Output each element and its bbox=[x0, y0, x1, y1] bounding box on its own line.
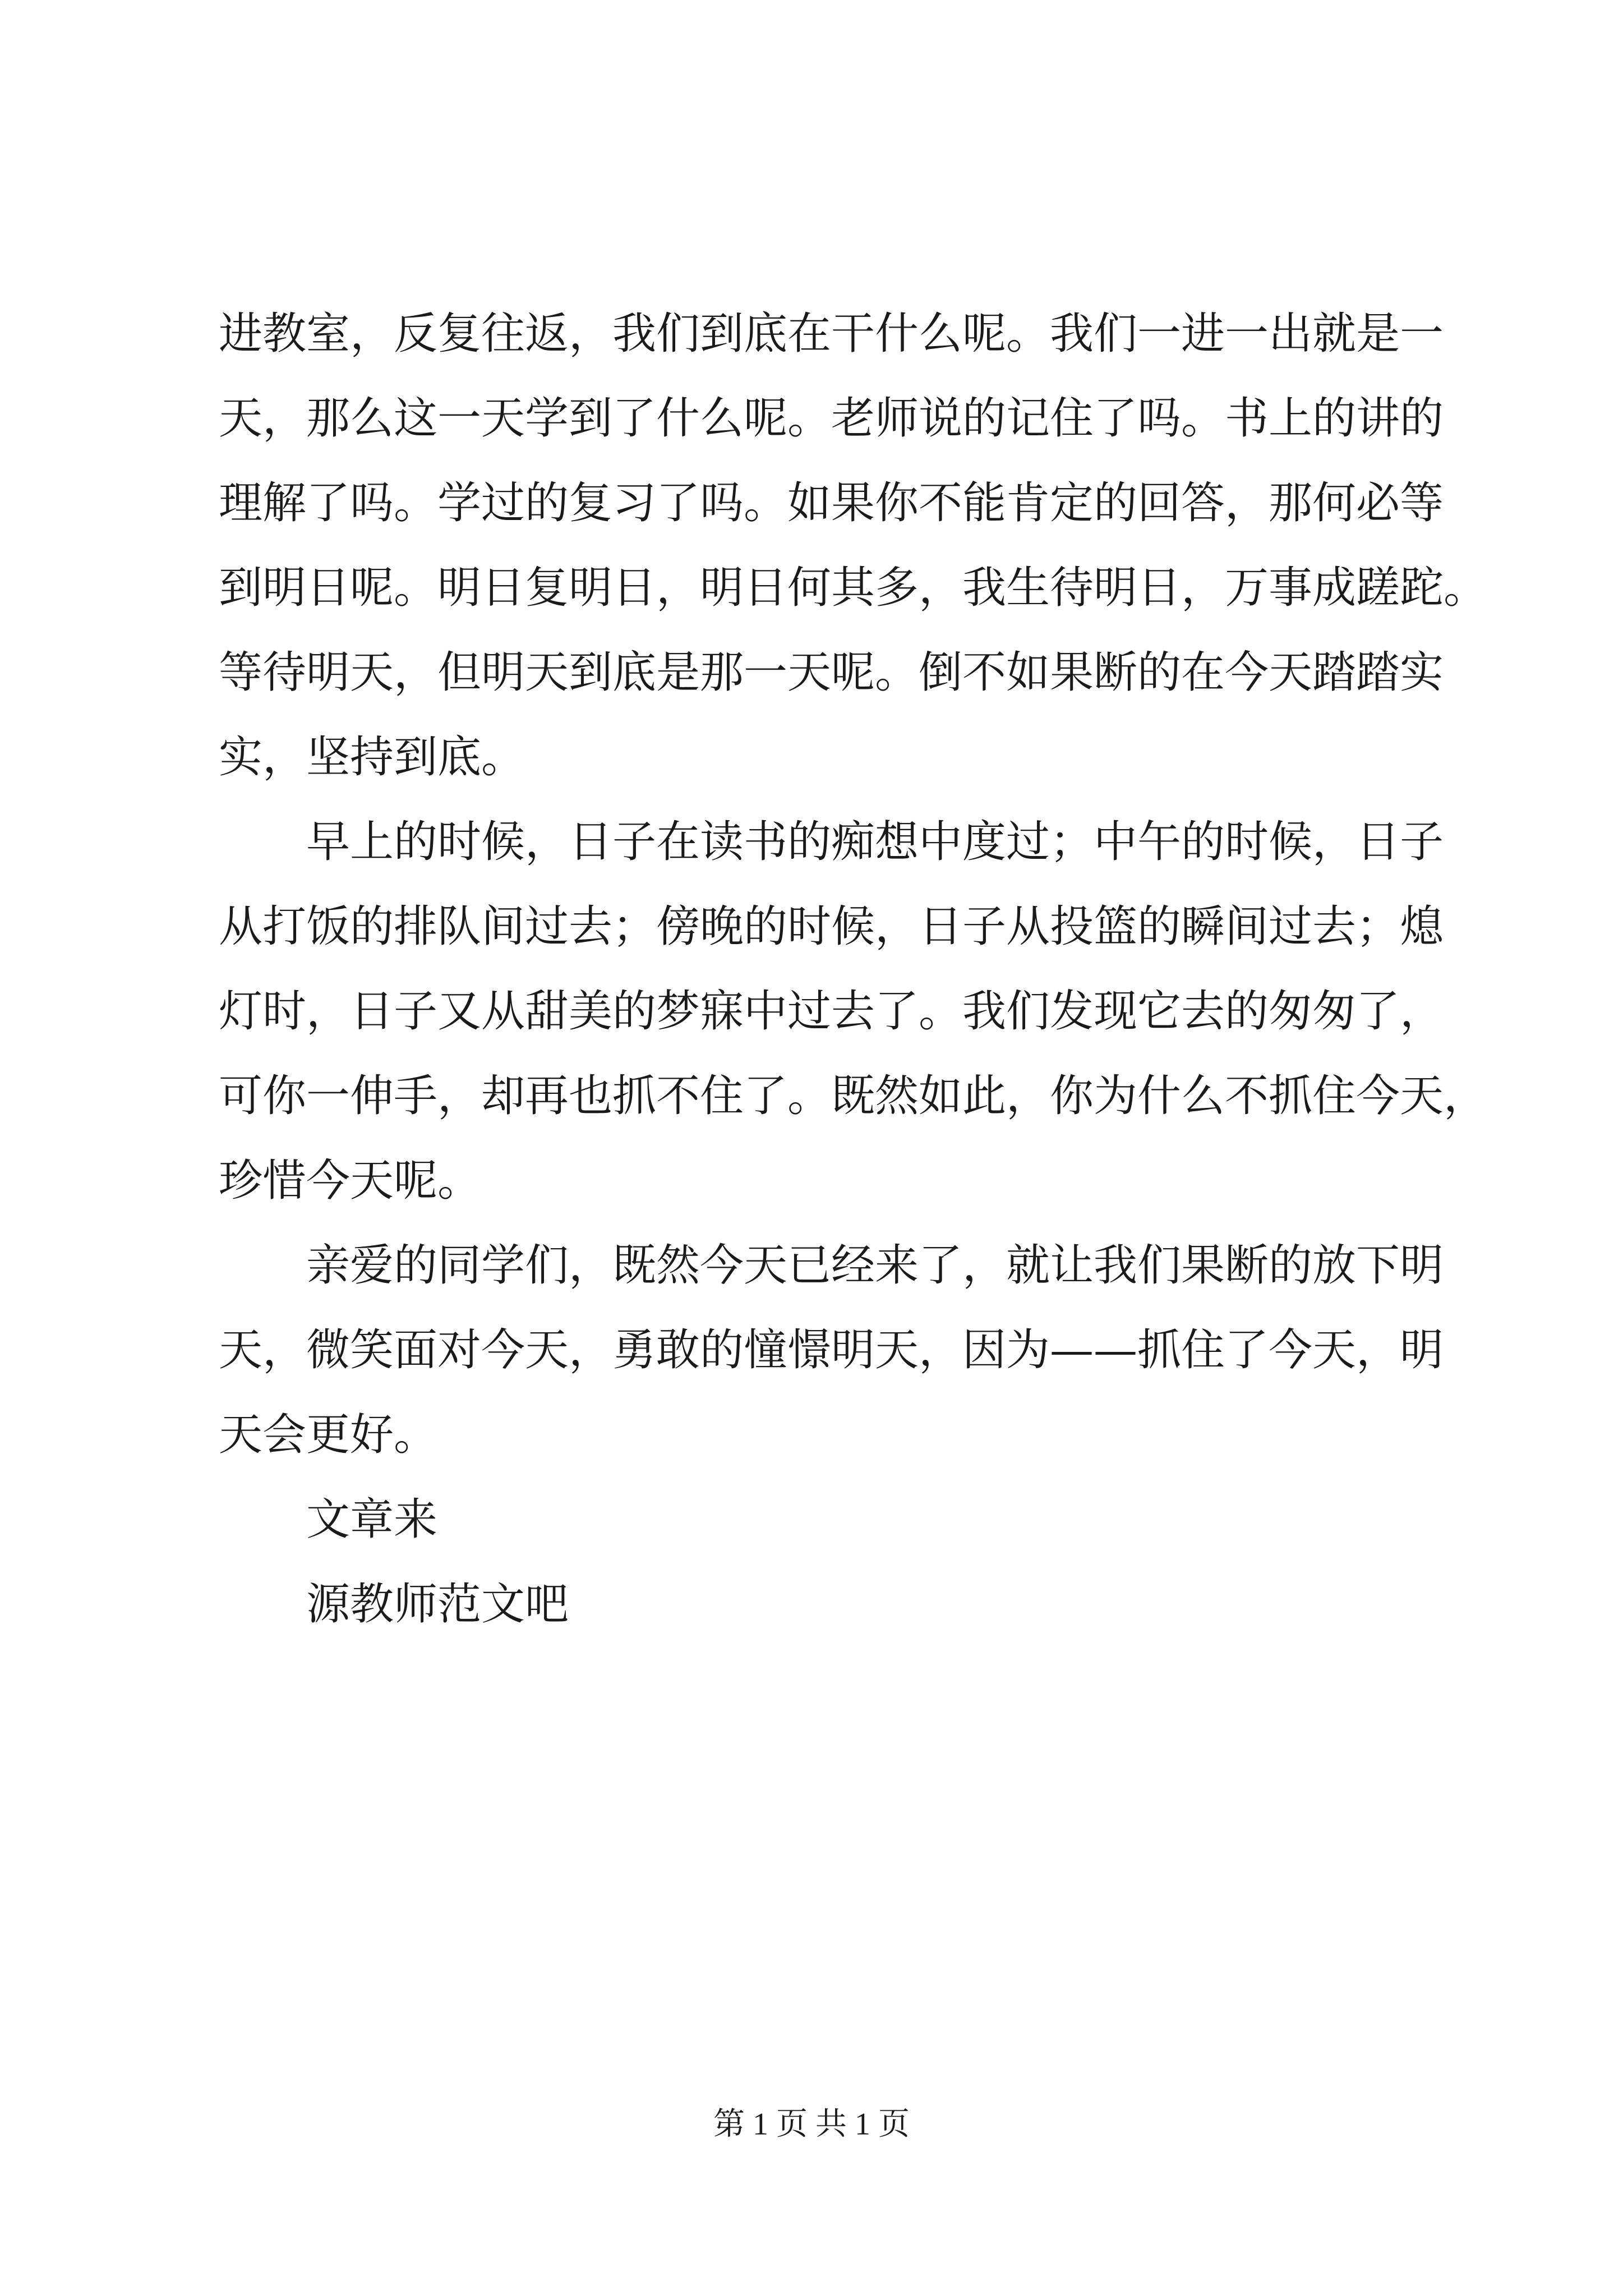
text-line-12: 亲爱的同学们，既然今天已经来了，就让我们果断的放下明 bbox=[306, 1240, 1444, 1291]
text-line-14: 天会更好。 bbox=[219, 1410, 438, 1460]
text-line-2: 天，那么这一天学到了什么呢。老师说的记住了吗。书上的讲的 bbox=[219, 393, 1444, 444]
text-line-16: 源教师范文吧 bbox=[306, 1579, 569, 1630]
text-line-8: 从打饭的排队间过去；傍晚的时候，日子从投篮的瞬间过去；熄 bbox=[219, 901, 1444, 952]
text-line-15: 文章来 bbox=[306, 1494, 438, 1545]
text-line-6: 实，坚持到底。 bbox=[219, 732, 525, 783]
text-line-13: 天，微笑面对今天，勇敢的憧憬明天，因为——抓住了今天，明 bbox=[219, 1325, 1444, 1375]
text-line-4: 到明日呢。明日复明日，明日何其多，我生待明日，万事成蹉跎。 bbox=[219, 563, 1488, 613]
text-line-10: 可你一伸手，却再也抓不住了。既然如此，你为什么不抓住今天， bbox=[219, 1071, 1488, 1121]
page-number-footer: 第 1 页 共 1 页 bbox=[713, 2107, 910, 2142]
text-line-5: 等待明天，但明天到底是那一天呢。倒不如果断的在今天踏踏实 bbox=[219, 647, 1444, 698]
article-body bbox=[219, 292, 1488, 1647]
text-line-3: 理解了吗。学过的复习了吗。如果你不能肯定的回答，那何必等 bbox=[219, 478, 1444, 528]
text-line-11: 珍惜今天呢。 bbox=[219, 1156, 482, 1206]
text-line-7: 早上的时候，日子在读书的痴想中度过；中午的时候，日子 bbox=[306, 817, 1444, 867]
text-line-1: 进教室，反复往返，我们到底在干什么呢。我们一进一出就是一 bbox=[219, 309, 1444, 359]
text-line-9: 灯时，日子又从甜美的梦寐中过去了。我们发现它去的匆匆了， bbox=[219, 986, 1444, 1037]
